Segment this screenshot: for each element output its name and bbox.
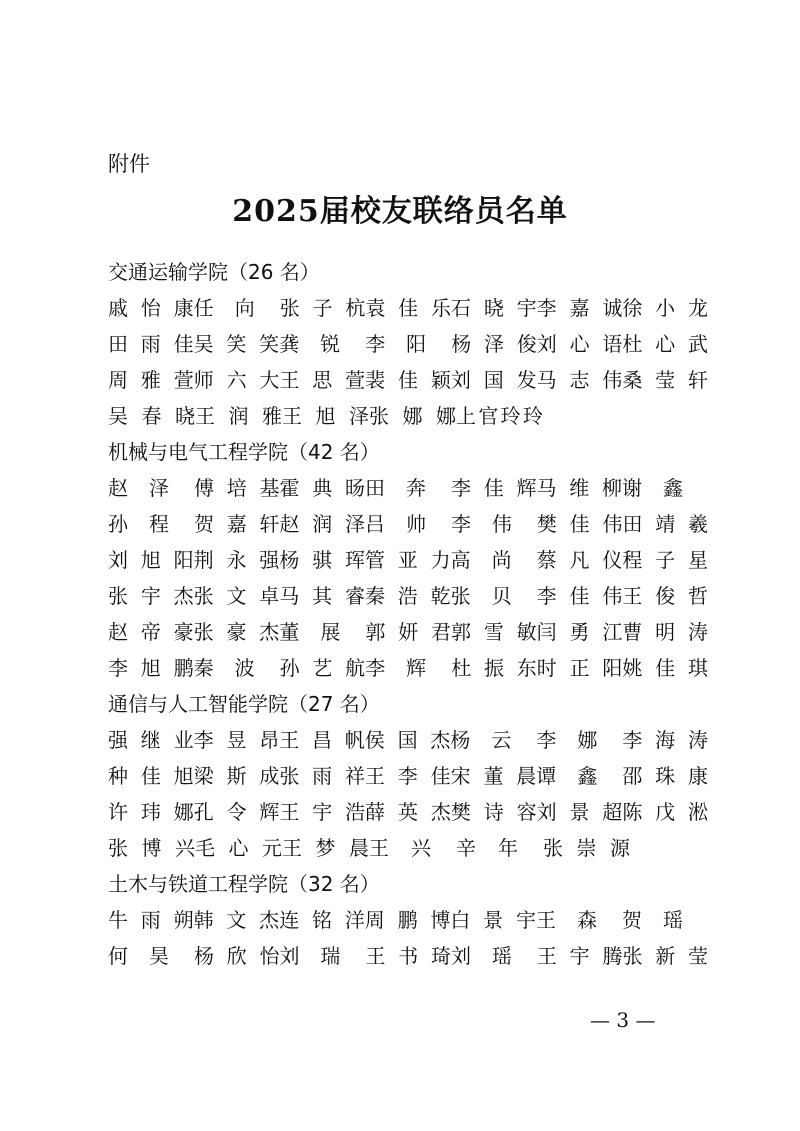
person-name: 桑莹轩 (622, 368, 709, 392)
person-name: 樊诗容 (450, 800, 537, 824)
person-name: 马志伟 (536, 368, 623, 392)
person-name: 李 阳 (365, 332, 427, 356)
person-name: 王宇浩 (279, 800, 366, 824)
person-name: 张 贝 (450, 584, 512, 608)
person-name: 张新莹 (622, 944, 708, 968)
person-name: 周雅萱 (108, 368, 194, 392)
person-name: 徐小龙 (622, 296, 708, 320)
person-name: 何 昊 (108, 944, 169, 968)
person-name: 孙艺航 (279, 656, 366, 680)
person-name: 张雨祥 (279, 764, 365, 788)
name-row (108, 290, 708, 326)
person-name: 刘心语 (536, 332, 623, 356)
person-name: 石晓宇 (451, 296, 537, 320)
name-row (108, 722, 708, 758)
person-name: 袁佳乐 (365, 296, 452, 320)
person-name: 连铭洋 (279, 908, 365, 932)
page-title: 2025届校友联络员名单 (232, 194, 568, 229)
person-name: 韩文杰 (193, 908, 280, 932)
name-row (108, 614, 708, 650)
person-name: 裴佳颖 (365, 368, 451, 392)
person-name: 李嘉诚 (536, 296, 623, 320)
person-name: 张宇杰 (108, 584, 194, 608)
person-name: 李 辉 (365, 656, 427, 680)
person-name: 田雨佳 (108, 332, 194, 356)
person-name: 王李佳 (364, 764, 451, 788)
person-name: 杜振东 (451, 656, 537, 680)
person-name: 程子星 (622, 548, 708, 572)
person-name: 秦浩乾 (364, 584, 451, 608)
person-name: 吕 帅 (365, 512, 426, 536)
person-name: 管亚力 (364, 548, 451, 572)
section-title: 通信与人工智能学院（27 名） (108, 692, 380, 716)
person-name: 李 娜 (536, 728, 598, 752)
person-name: 任 向 (193, 296, 255, 320)
name-row (108, 578, 708, 614)
person-name: 刘 瑶 (450, 944, 512, 968)
person-name: 许玮娜 (108, 800, 194, 824)
person-name: 刘景超 (536, 800, 623, 824)
person-name: 王 森 (535, 908, 597, 932)
person-name: 赵帝豪 (108, 620, 194, 644)
person-name: 刘 瑞 (279, 944, 341, 968)
person-name: 师六大 (193, 368, 280, 392)
section-title: 机械与电气工程学院（42 名） (108, 440, 380, 464)
name-row (108, 938, 708, 974)
person-name: 张博兴 (108, 836, 195, 860)
name-list (108, 254, 708, 974)
name-row (108, 326, 708, 362)
person-name: 贺 瑶 (621, 908, 683, 932)
person-name: 刘旭阳 (108, 548, 194, 572)
person-name: 李旭鹏 (108, 656, 194, 680)
person-name: 霍典旸 (279, 476, 366, 500)
person-name: 梁斯成 (193, 764, 280, 788)
person-name: 李海涛 (622, 728, 708, 752)
person-name: 李 伟 (450, 512, 512, 536)
person-name: 田靖羲 (622, 512, 708, 536)
name-row (108, 650, 708, 686)
name-row (108, 506, 708, 542)
person-name: 高 尚 (450, 548, 512, 572)
person-name: 谭 鑫 (536, 764, 598, 788)
person-name: 傅培基 (193, 476, 280, 500)
person-name: 薛英杰 (365, 800, 451, 824)
person-name: 王俊哲 (622, 584, 708, 608)
person-name: 时正阳 (536, 656, 623, 680)
person-name: 白景宇 (450, 908, 536, 932)
name-row (108, 398, 708, 434)
section-title: 土木与铁道工程学院（32 名） (108, 872, 380, 896)
person-name: 种佳旭 (108, 764, 194, 788)
person-name: 马其睿 (279, 584, 365, 608)
person-name: 贺嘉轩 (193, 512, 280, 536)
person-name: 邵珠康 (622, 764, 708, 788)
person-name: 郭妍君 (365, 620, 452, 644)
person-name: 孙 程 (108, 512, 169, 536)
person-name: 李昱昂 (193, 728, 280, 752)
person-name: 马维柳 (536, 476, 623, 500)
person-name: 王书琦 (365, 944, 451, 968)
person-name: 杨 云 (450, 728, 512, 752)
person-name: 王昌帆 (279, 728, 365, 752)
person-name: 刘国发 (450, 368, 537, 392)
person-name: 周鹏博 (364, 908, 451, 932)
person-name: 张子杭 (279, 296, 366, 320)
person-name: 张豪杰 (193, 620, 280, 644)
name-row (108, 902, 708, 938)
attachment-label: 附件 (108, 152, 150, 176)
person-name: 侯国杰 (364, 728, 451, 752)
person-name: 龚 锐 (279, 332, 341, 356)
person-name: 毛心元 (195, 836, 282, 860)
person-name: 辛 年 (456, 836, 518, 860)
person-name: 郭雪敏 (451, 620, 537, 644)
person-name: 陈戊淞 (622, 800, 709, 824)
person-name: 曹明涛 (622, 620, 708, 644)
person-name: 强继业 (108, 728, 194, 752)
name-row (108, 830, 708, 866)
name-row (108, 794, 708, 830)
person-name: 荆永强 (193, 548, 280, 572)
person-name: 吴春晓 (108, 404, 195, 428)
person-name: 宋董晨 (450, 764, 537, 788)
person-name: 李佳伟 (536, 584, 623, 608)
person-name: 杨欣怡 (193, 944, 280, 968)
person-name: 赵 泽 (108, 476, 169, 500)
person-name: 戚怡康 (108, 296, 194, 320)
person-name: 闫勇江 (536, 620, 623, 644)
person-name: 张娜娜 (369, 404, 456, 428)
person-name: 樊佳伟 (536, 512, 623, 536)
person-name: 王旭泽 (282, 404, 369, 428)
person-name: 王思萱 (279, 368, 366, 392)
person-name: 蔡凡仪 (536, 548, 623, 572)
person-name: 杨骐珲 (279, 548, 365, 572)
person-name: 张文卓 (193, 584, 280, 608)
name-row (108, 470, 708, 506)
person-name: 孔令辉 (193, 800, 280, 824)
person-name: 杜心武 (622, 332, 708, 356)
person-name: 张崇源 (543, 836, 630, 860)
person-name: 王梦晨 (282, 836, 369, 860)
person-name: 上官玲玲 (456, 404, 543, 428)
section-title: 交通运输学院（26 名） (108, 260, 320, 284)
person-name: 赵润泽 (279, 512, 366, 536)
person-name: 牛雨朔 (108, 908, 194, 932)
person-name: 王宇腾 (536, 944, 623, 968)
person-name: 田 奔 (365, 476, 426, 500)
person-name: 吴笑笑 (193, 332, 280, 356)
person-name: 董 展 (279, 620, 341, 644)
name-row (108, 542, 708, 578)
person-name: 王润雅 (195, 404, 282, 428)
name-row (108, 758, 708, 794)
person-name: 谢 鑫 (622, 476, 683, 500)
person-name: 秦 波 (193, 656, 255, 680)
person-name: 姚佳琪 (622, 656, 708, 680)
page-number: — 3 — (590, 1008, 656, 1032)
person-name: 李佳辉 (450, 476, 537, 500)
name-row (108, 362, 708, 398)
person-name: 杨泽俊 (451, 332, 537, 356)
person-name: 王 兴 (369, 836, 431, 860)
